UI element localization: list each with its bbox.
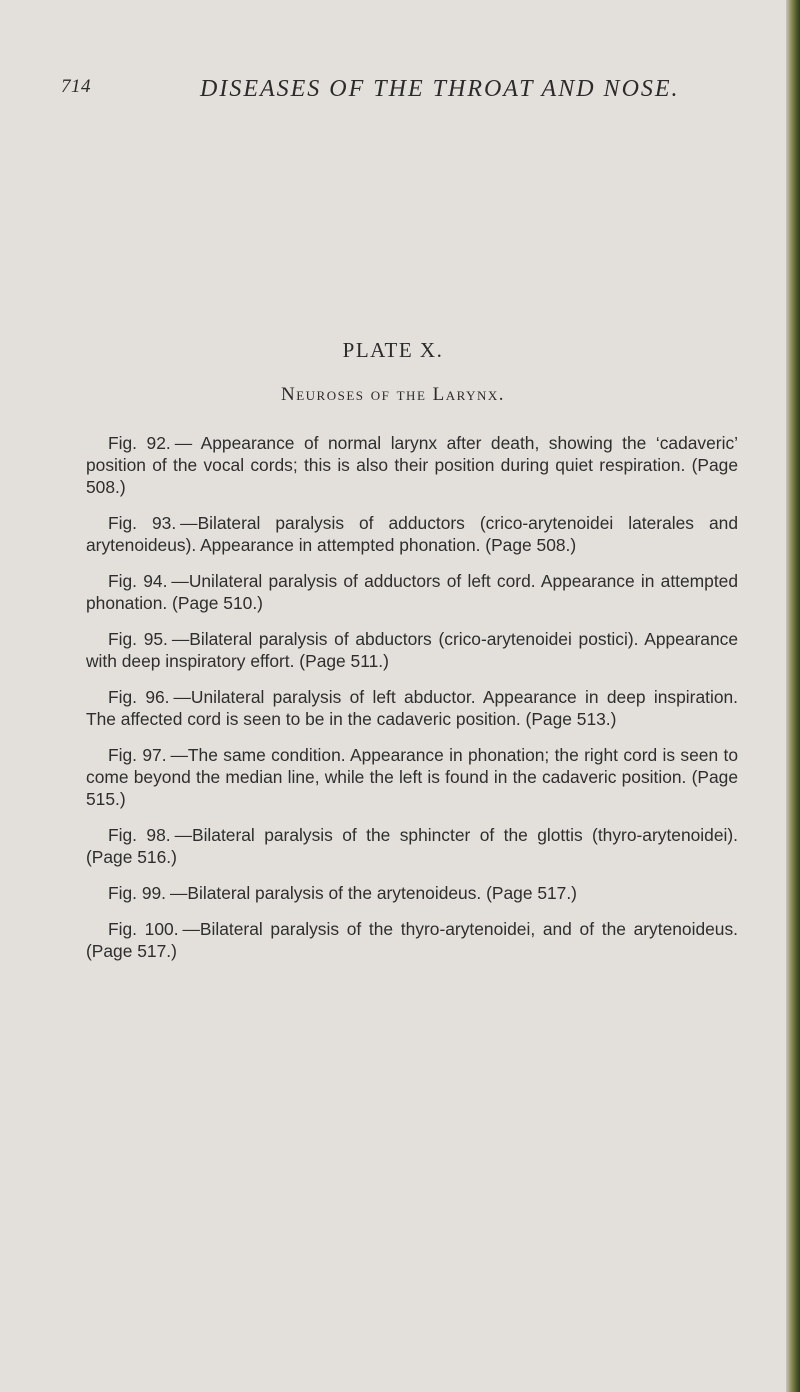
figure-caption: [86, 512, 738, 556]
figure-caption: [86, 570, 738, 614]
page-number: 714: [61, 76, 91, 97]
caption-text: —Bilateral paralysis of the sphincter of the glottis (thyro-arytenoidei). (Page 516.): [86, 825, 738, 867]
figure-caption: [86, 432, 738, 498]
plate-title: PLATE X.: [342, 338, 444, 362]
figure-label: Fig. 98.: [108, 825, 171, 845]
caption-text: —Bilateral paralysis of the arytenoideus. (Page 517.): [170, 883, 577, 903]
figure-label: Fig. 94.: [108, 571, 168, 591]
page-header: [0, 76, 786, 116]
figure-caption: [86, 628, 738, 672]
running-head: DISEASES OF THE THROAT AND NOSE.: [200, 76, 680, 102]
figure-captions: [86, 432, 738, 976]
caption-text: —Bilateral paralysis of the thyro-arytenoidei, and of the arytenoideus. (Page 517.): [86, 919, 739, 961]
figure-label: Fig. 100.: [108, 919, 179, 939]
figure-caption: [86, 918, 738, 962]
figure-caption: [86, 882, 738, 904]
figure-label: Fig. 93.: [108, 513, 177, 533]
caption-text: —Bilateral paralysis of adductors (crico-arytenoidei laterales and arytenoideus). Appearance in attempted phonation. (Page 508.): [86, 513, 738, 555]
section-title: Neuroses of the Larynx.: [280, 384, 505, 405]
figure-caption: [86, 744, 738, 810]
caption-text: —Unilateral paralysis of left abductor. Appearance in deep inspiration. The affected cord is seen to be in the cadaveric position. (Page 513.): [86, 687, 738, 729]
figure-caption: [86, 686, 738, 730]
figure-label: Fig. 97.: [108, 745, 167, 765]
caption-text: —Unilateral paralysis of adductors of left cord. Appearance in attempted phonation. (Page 510.): [86, 571, 739, 613]
figure-label: Fig. 92.: [108, 433, 171, 453]
caption-text: —Bilateral paralysis of abductors (crico-arytenoidei postici). Appearance with deep inspiratory effort. (Page 511.): [86, 629, 739, 671]
figure-label: Fig. 96.: [108, 687, 170, 707]
page-edge: [786, 0, 800, 1392]
caption-text: —The same condition. Appearance in phonation; the right cord is seen to come beyond the median line, while the left is found in the cadaveric position. (Page 515.): [86, 745, 738, 809]
figure-label: Fig. 99.: [108, 883, 166, 903]
caption-text: — Appearance of normal larynx after death, showing the ‘cadaveric’ position of the vocal cords; this is also their position during quiet respiration. (Page 508.): [86, 433, 739, 497]
figure-caption: [86, 824, 738, 868]
figure-label: Fig. 95.: [108, 629, 168, 649]
